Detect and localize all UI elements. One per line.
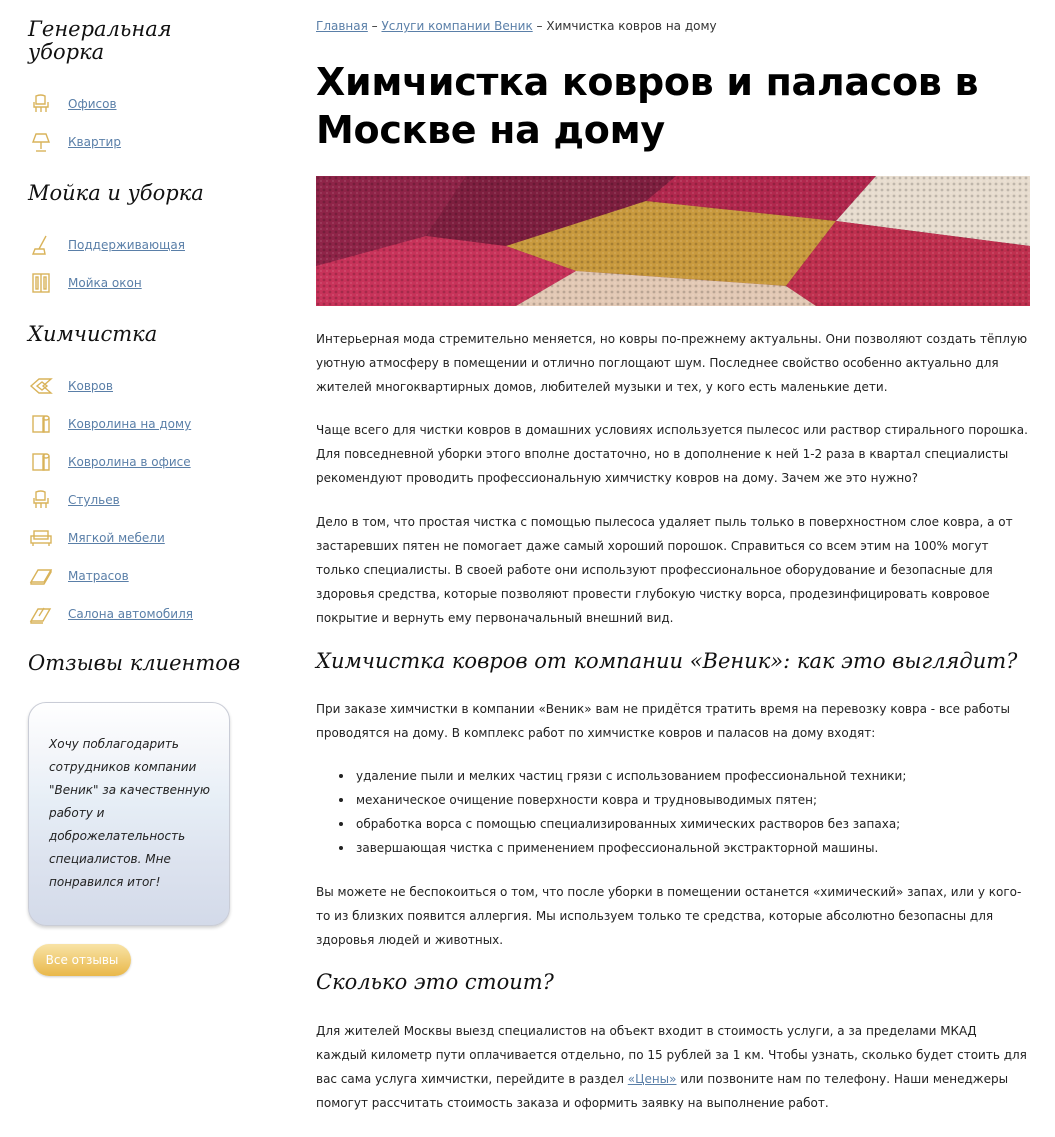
section1-intro-paragraph: При заказе химчистки в компании «Веник» вам не придётся тратить время на перевозку ковра - все работы проводятся на дому. В комплекс работ по химчистке ковров и паласов на дому входят: [316, 702, 1010, 740]
price-text: Для жителей Москвы выезд специалистов на объект входит в стоимость услуги, а за пределами МКАД каждый километр пути оплачивается отдельно, по 15 рублей за 1 км. Чтобы узнать, сколько будет стоить для вас сама услуга химчистки, перейдите в раздел [316, 1024, 1027, 1086]
sidebar-item-apartments[interactable] [28, 130, 268, 154]
lamp-icon [28, 130, 54, 154]
sidebar-item-chairs[interactable] [28, 488, 268, 512]
list-item: завершающая чистка с применением профессиональной экстракторной машины. [316, 836, 1030, 860]
sidebar-item-window-washing[interactable] [28, 271, 268, 295]
section-heading-how-it-looks: Химчистка ковров от компании «Веник»: как это выглядит? [316, 649, 1018, 673]
review-text: Хочу поблагодарить сотрудников компании "Веник" за качественную работу и доброжелательность специалистов. Мне понравился итог! [49, 737, 210, 889]
sidebar-item-offices[interactable] [28, 92, 268, 116]
carpet-icon [28, 374, 54, 398]
sidebar-item-label[interactable]: Ковров [68, 379, 113, 393]
sidebar-item-carpet-home[interactable] [28, 412, 268, 436]
sofa-icon [28, 526, 54, 550]
section1-outro-paragraph: Вы можете не беспокоиться о том, что после уборки в помещении останется «химический» запах, или у кого-то из близких появится аллергия. Мы используем только те средства, которые абсолютно безопасны для здоровья людей и животных. [316, 885, 1022, 947]
breadcrumb-services-link[interactable]: Услуги компании Веник [381, 19, 533, 33]
all-reviews-button[interactable]: Все отзывы [33, 944, 131, 976]
breadcrumb-separator: – [532, 19, 547, 33]
list-item: удаление пыли и мелких частиц грязи с использованием профессиональной техники; [316, 764, 1030, 788]
sidebar-item-label[interactable]: Ковролина на дому [68, 417, 192, 431]
sidebar-item-label[interactable]: Поддерживающая [68, 238, 185, 252]
breadcrumb [316, 19, 717, 33]
sidebar-item-mattresses[interactable] [28, 564, 268, 588]
sidebar-item-upholstery[interactable] [28, 526, 268, 550]
sidebar-heading-general-cleaning: Генеральная уборка [28, 17, 172, 64]
prices-link[interactable]: «Цены» [627, 1072, 677, 1086]
page-title: Химчистка ковров и паласов в Москве на дому [316, 60, 979, 152]
intro-paragraph-3: Дело в том, что простая чистка с помощью пылесоса удаляет пыль только в поверхностном слое ковра, а от застаревших пятен не помогает даже самый хороший порошок. Справиться со всем этим на 100% могут только специалисты. В своей работе они используют профессиональное оборудование и безопасные для здоровья средства, которые позволяют провести глубокую чистку ворса, продезинфицировать ковровое покрытие и вернуть ему первоначальный внешний вид. [316, 515, 1013, 625]
works-list [316, 764, 1030, 860]
sidebar-item-label[interactable]: Мойка окон [68, 276, 142, 290]
sidebar-item-carpet-office[interactable] [28, 450, 268, 474]
sidebar-item-car-interior[interactable] [28, 602, 268, 626]
breadcrumb-separator: – [367, 19, 382, 33]
sidebar-item-label[interactable]: Квартир [68, 135, 121, 149]
carpet-roll-icon [28, 450, 54, 474]
sidebar-heading-dry-cleaning: Химчистка [28, 322, 158, 346]
carpet-roll-icon [28, 412, 54, 436]
sidebar-heading-washing: Мойка и уборка [28, 181, 204, 205]
sidebar-item-label[interactable]: Ковролина в офисе [68, 455, 191, 469]
intro-paragraph-1: Интерьерная мода стремительно меняется, но ковры по-прежнему актуальны. Они позволяют создать тёплую уютную атмосферу в помещении и отлично поглощают шум. Последнее свойство особенно актуально для жителей многоквартирных домов, любителей музыки и тех, у кого есть маленькие дети. [316, 332, 1028, 394]
mattress-icon [28, 564, 54, 588]
list-item: механическое очищение поверхности ковра и трудновыводимых пятен; [316, 788, 1030, 812]
car-seat-icon [28, 602, 54, 626]
list-item: обработка ворса с помощью специализированных химических растворов без запаха; [316, 812, 1030, 836]
breadcrumb-home-link[interactable]: Главная [316, 19, 368, 33]
sidebar-item-carpets[interactable] [28, 374, 268, 398]
window-icon [28, 271, 54, 295]
sidebar-item-label[interactable]: Мягкой мебели [68, 531, 165, 545]
chair-icon [28, 488, 54, 512]
intro-paragraph-2: Чаще всего для чистки ковров в домашних условиях используется пылесос или раствор стирального порошка. Для повседневной уборки этого вполне достаточно, но в дополнение к ней 1-2 раза в квартал специалисты рекомендуют проводить профессиональную химчистку ковров на дому. Зачем же это нужно? [316, 423, 1028, 485]
sidebar-item-label[interactable]: Матрасов [68, 569, 129, 583]
price-text: или позвоните нам по телефону. Наши менеджеры помогут рассчитать стоимость заказа и оформить заявку на выполнение работ. [316, 1072, 1009, 1110]
carpet-hero-image [316, 176, 1030, 306]
section-heading-price: Сколько это стоит? [316, 970, 554, 994]
sidebar-heading-reviews: Отзывы клиентов [28, 651, 241, 675]
breadcrumb-current: Химчистка ковров на дому [546, 19, 717, 33]
mop-icon [28, 233, 54, 257]
sidebar-item-maintenance[interactable] [28, 233, 268, 257]
price-paragraph [316, 1019, 1030, 1115]
chair-icon [28, 92, 54, 116]
review-card [28, 702, 230, 926]
sidebar-item-label[interactable]: Офисов [68, 97, 117, 111]
sidebar-item-label[interactable]: Стульев [68, 493, 120, 507]
sidebar-item-label[interactable]: Салона автомобиля [68, 607, 193, 621]
